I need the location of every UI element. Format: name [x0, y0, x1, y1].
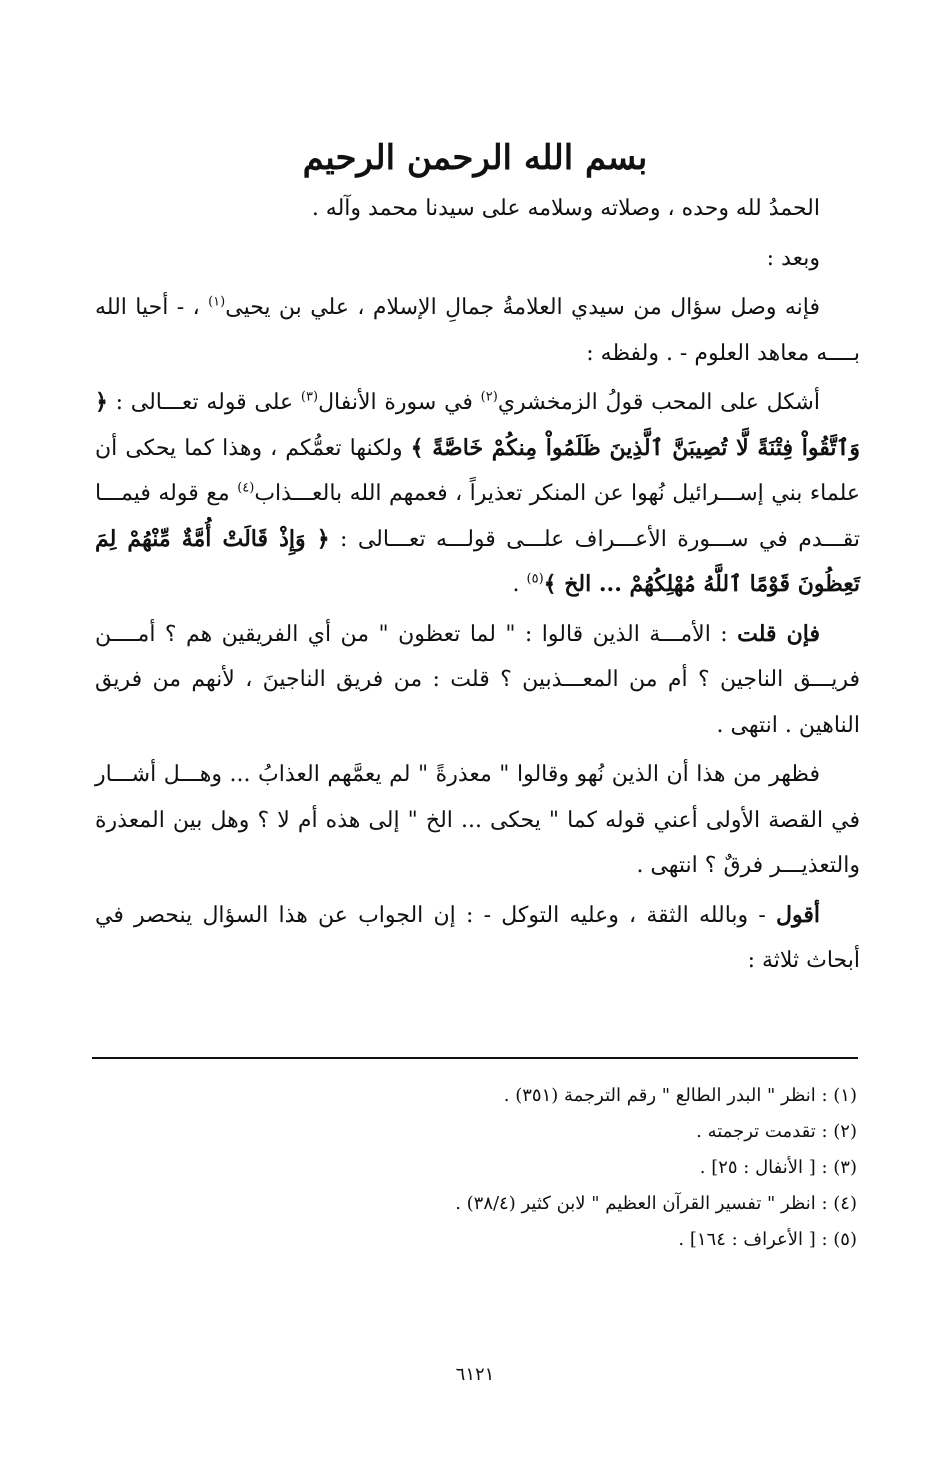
footnote-item: (٥) : [ الأعراف : ١٦٤] .	[678, 1229, 857, 1250]
text-segment: - وبالله الثقة ، وعليه التوكل - : إن الجواب عن هذا السؤال ينحصر في أبحاث ثلاثة :	[95, 902, 860, 973]
footnote-ref-1: (١)	[208, 294, 226, 310]
paragraph-objection	[95, 612, 860, 749]
footnote-item: (٣) : [ الأنفال : ٢٥] .	[699, 1157, 857, 1178]
footnote-divider	[92, 1057, 858, 1059]
text-segment: في سورة الأنفال	[318, 390, 481, 415]
text-segment: فإنه وصل سؤال من سيدي العلامةُ جمالِ الإسلام ، علي بن يحيى	[225, 295, 820, 320]
paragraph-inference: فظهر من هذا أن الذين نُهو وقالوا " معذرةً " لم يعمَّهم العذابُ ... وهـــل أشـــار في القصة الأولى أعني قوله كما " يحكى ... الخ " إلى هذه أم لا ؟ وهل بين المعذرة والتعذيـــر فرقٌ ؟ انتهى .	[95, 762, 860, 878]
text-segment: ، - أحيا الله بــــه معاهد العلوم - . ولفظه :	[95, 295, 860, 366]
footnote-ref-4: (٤)	[237, 480, 255, 496]
paragraph-praise: الحمدُ لله وحده ، وصلاته وسلامه على سيدنا محمد وآله .	[311, 196, 820, 221]
footnote-item: (١) : انظر " البدر الطالع " رقم الترجمة (٣٥١) .	[503, 1085, 857, 1106]
text-segment: : الأمـــة الذين قالوا : " لما تعظون " من أي الفريقين هم ؟ أمــــن فريـــق الناجين ؟ أم من المعـــذبين ؟ قلت : من فريق الناجينَ ، لأنهم من فريق الناهين . انتهى .	[95, 621, 860, 738]
footnotes	[95, 1078, 857, 1258]
quran-verse-araf: ﴿ وَإِذْ قَالَتْ أُمَّةٌ مِّنْهُمْ لِمَ تَعِظُونَ قَوْمًا ٱللَّهُ مُهْلِكُهُمْ ... الخ ﴾	[95, 525, 860, 597]
paragraph-wabaad: وبعد :	[766, 245, 820, 271]
text-segment: .	[512, 572, 527, 597]
paragraph-zamakhshari	[95, 380, 860, 608]
page-number: ٦١٢١	[455, 1364, 495, 1385]
lead-word: أقول	[776, 901, 820, 928]
paragraph-question-intro	[95, 285, 860, 376]
page-title: بسم الله الرحمن الرحيم	[302, 138, 648, 178]
paragraph-answer	[95, 893, 860, 984]
footnote-ref-2: (٢)	[480, 389, 498, 405]
footnote-ref-5: (٥)	[526, 571, 544, 587]
footnote-item: (٢) : تقدمت ترجمته .	[696, 1121, 857, 1142]
footnote-ref-3: (٣)	[300, 389, 319, 405]
text-segment: أشكل على المحب قولُ الزمخشري	[497, 390, 820, 415]
text-segment: مع قوله فيمـــا تقـــدم في ســـورة الأعـــراف علـــى قولـــه تعـــالى :	[95, 481, 860, 552]
body-text	[95, 186, 860, 988]
footnote-item: (٤) : انظر " تفسير القرآن العظيم " لابن كثير (٣٨/٤) .	[455, 1193, 857, 1214]
text-segment: ولكنها تعمُّكم ، وهذا كما يحكى أن علماء بني إســـرائيل نُهوا عن المنكر تعذيراً ، فعمهم الله بالعـــذاب	[95, 435, 860, 506]
lead-word: فإن قلت	[737, 620, 821, 647]
text-segment: على قوله تعـــالى :	[107, 390, 301, 415]
quran-verse-anfal: ﴿ وَٱتَّقُواْ فِتْنَةً لَّا تُصِيبَنَّ ٱلَّذِينَ ظَلَمُواْ مِنكُمْ خَاصَّةً ﴾	[95, 389, 860, 461]
